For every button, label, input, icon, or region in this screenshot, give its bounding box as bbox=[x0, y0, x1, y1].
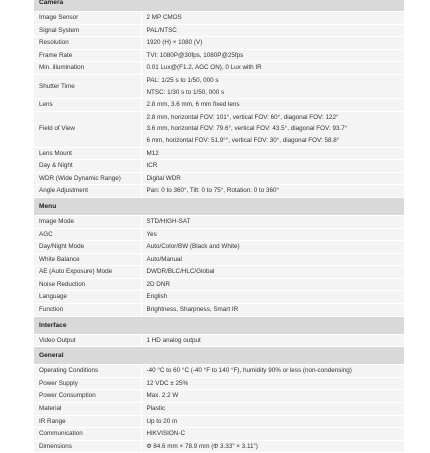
spec-value-line: 2.8 mm, horizontal FOV: 101°, vertical FOV: 60°, diagonal FOV: 122° bbox=[146, 113, 339, 121]
spec-value-line: ICR bbox=[146, 162, 158, 170]
spec-row bbox=[34, 365, 404, 378]
spec-row bbox=[34, 253, 404, 266]
spec-value-line: 2 MP CMOS bbox=[146, 14, 182, 21]
spec-value bbox=[141, 24, 404, 37]
section-title: Camera bbox=[34, 0, 404, 12]
spec-label: Image Mode bbox=[34, 215, 141, 228]
specification-table bbox=[34, 0, 404, 453]
spec-row bbox=[34, 147, 404, 160]
spec-value-line: Max. 2.2 W bbox=[146, 392, 179, 400]
spec-value-line: Up to 20 m bbox=[146, 417, 178, 425]
spec-value bbox=[141, 304, 404, 317]
spec-value bbox=[141, 160, 404, 173]
spec-label: White Balance bbox=[34, 253, 141, 266]
spec-value-line: 1920 (H) × 1080 (V) bbox=[146, 39, 203, 47]
spec-value bbox=[141, 215, 404, 228]
spec-row bbox=[34, 440, 404, 453]
spec-label: Resolution bbox=[34, 37, 141, 50]
spec-row bbox=[34, 172, 404, 185]
spec-value-line: TVI: 1080P@30fps, 1080P@25fps bbox=[146, 51, 244, 59]
spec-row bbox=[34, 24, 404, 37]
spec-value bbox=[141, 334, 404, 347]
section-title: Menu bbox=[34, 197, 404, 215]
spec-label: Power Consumption bbox=[34, 390, 141, 403]
spec-row bbox=[34, 291, 404, 304]
section-header-row bbox=[34, 347, 404, 365]
spec-label: Field of View bbox=[34, 111, 141, 147]
spec-value-line: 2.8 mm, 3.6 mm, 6 mm fixed lens bbox=[146, 101, 240, 109]
spec-label: Frame Rate bbox=[34, 49, 141, 62]
spec-value-line: Digital WDR bbox=[146, 174, 181, 182]
spec-value-line: Auto/Color/BW (Black and White) bbox=[146, 243, 240, 251]
spec-value bbox=[141, 111, 404, 147]
spec-value-line: PAL: 1/25 s to 1/50, 000 s bbox=[146, 76, 219, 84]
spec-row bbox=[34, 160, 404, 173]
spec-value bbox=[141, 365, 404, 378]
spec-row bbox=[34, 74, 404, 98]
spec-row bbox=[34, 185, 404, 198]
spec-value-line: Brightness, Sharpness, Smart IR bbox=[146, 306, 239, 314]
spec-row bbox=[34, 266, 404, 279]
spec-value-line: Plastic bbox=[146, 405, 166, 413]
spec-label: Image Sensor bbox=[34, 12, 141, 25]
spec-value bbox=[141, 228, 404, 241]
spec-label: Angle Adjustment bbox=[34, 185, 141, 198]
spec-row bbox=[34, 215, 404, 228]
spec-row bbox=[34, 49, 404, 62]
spec-value-line: STD/HIGH-SAT bbox=[146, 217, 191, 225]
spec-value bbox=[141, 403, 404, 416]
spec-value-line: 6 mm, horizontal FOV: 51.9°°, vertical FOV: 30°, diagonal FOV: 58.8° bbox=[146, 136, 340, 144]
spec-row bbox=[34, 390, 404, 403]
spec-value-line: NTSC: 1/30 s to 1/50, 000 s bbox=[146, 88, 225, 96]
spec-label: Day & Night bbox=[34, 160, 141, 173]
spec-value bbox=[141, 415, 404, 428]
section-title: General bbox=[34, 347, 404, 365]
spec-label: Day/Night Mode bbox=[34, 241, 141, 254]
spec-value bbox=[141, 291, 404, 304]
spec-label: Signal System bbox=[34, 24, 141, 37]
spec-value bbox=[141, 377, 404, 390]
section-header-row bbox=[34, 316, 404, 334]
spec-row bbox=[34, 228, 404, 241]
spec-value-line: 1 HD analog output bbox=[146, 336, 201, 344]
spec-row bbox=[34, 415, 404, 428]
spec-label: Power Supply bbox=[34, 377, 141, 390]
spec-row bbox=[34, 111, 404, 147]
spec-value bbox=[141, 147, 404, 160]
spec-row bbox=[34, 278, 404, 291]
spec-value bbox=[141, 241, 404, 254]
spec-label: AE (Auto Exposure) Mode bbox=[34, 266, 141, 279]
spec-value-line: Φ 84.6 mm × 78.9 mm (Φ 3.33" × 3.11") bbox=[146, 442, 258, 450]
spec-label: Lens bbox=[34, 99, 141, 112]
spec-value bbox=[141, 253, 404, 266]
spec-value bbox=[141, 99, 404, 112]
spec-label: Dimensions bbox=[34, 440, 141, 453]
spec-row bbox=[34, 304, 404, 317]
spec-label: Language bbox=[34, 291, 141, 304]
spec-label: Lens Mount bbox=[34, 147, 141, 160]
spec-value bbox=[141, 74, 404, 98]
spec-value-line: Pan: 0 to 360°, Tilt: 0 to 75°, Rotation: 0 to 360° bbox=[146, 187, 280, 195]
section-header-row bbox=[34, 0, 404, 12]
spec-label: AGC bbox=[34, 228, 141, 241]
spec-row bbox=[34, 37, 404, 50]
spec-value bbox=[141, 390, 404, 403]
spec-label: WDR (Wide Dynamic Range) bbox=[34, 172, 141, 185]
spec-row bbox=[34, 99, 404, 112]
spec-value bbox=[141, 12, 404, 25]
spec-value-line: DWDR/BLC/HLC/Global bbox=[146, 268, 215, 276]
spec-value bbox=[141, 37, 404, 50]
spec-value-line: 0.01 Lux@(F1.2, AGC ON), 0 Lux with IR bbox=[146, 64, 262, 72]
spec-row bbox=[34, 334, 404, 347]
spec-label: Function bbox=[34, 304, 141, 317]
spec-value-line: Yes bbox=[146, 230, 157, 238]
spec-label: Video Output bbox=[34, 334, 141, 347]
spec-value-line: -40 °C to 60 °C (-40 °F to 140 °F), humidity 90% or less (non-condensing) bbox=[146, 367, 352, 375]
spec-value-line: 12 VDC ± 25% bbox=[146, 379, 189, 387]
spec-value-line: 3.6 mm, horizontal FOV: 79.6°, vertical FOV: 43.5°, diagonal FOV: 93.7° bbox=[146, 125, 348, 133]
spec-label: Shutter Time bbox=[34, 74, 141, 98]
spec-value bbox=[141, 62, 404, 75]
spec-value bbox=[141, 266, 404, 279]
spec-row bbox=[34, 62, 404, 75]
spec-value-line: M12 bbox=[146, 149, 159, 157]
spec-label: Operating Conditions bbox=[34, 365, 141, 378]
spec-value bbox=[141, 440, 404, 453]
section-title: Interface bbox=[34, 316, 404, 334]
spec-value bbox=[141, 185, 404, 198]
spec-value-line: HIKVISION-C bbox=[146, 430, 185, 438]
spec-row bbox=[34, 241, 404, 254]
spec-row bbox=[34, 12, 404, 25]
specification-table-body bbox=[34, 0, 404, 453]
spec-value-line: Auto/Manual bbox=[146, 255, 182, 263]
spec-value bbox=[141, 49, 404, 62]
spec-value-line: PAL/NTSC bbox=[146, 26, 177, 34]
spec-label: Communication bbox=[34, 428, 141, 441]
spec-value-line: English bbox=[146, 293, 168, 301]
spec-row bbox=[34, 428, 404, 441]
spec-label: Material bbox=[34, 403, 141, 416]
spec-label: Noise Reduction bbox=[34, 278, 141, 291]
spec-value-line: 2D DNR bbox=[146, 280, 170, 288]
spec-row bbox=[34, 403, 404, 416]
spec-label: IR Range bbox=[34, 415, 141, 428]
section-header-row bbox=[34, 197, 404, 215]
spec-value bbox=[141, 278, 404, 291]
spec-value bbox=[141, 428, 404, 441]
spec-label: Min. illumination bbox=[34, 62, 141, 75]
spec-value bbox=[141, 172, 404, 185]
spec-row bbox=[34, 377, 404, 390]
